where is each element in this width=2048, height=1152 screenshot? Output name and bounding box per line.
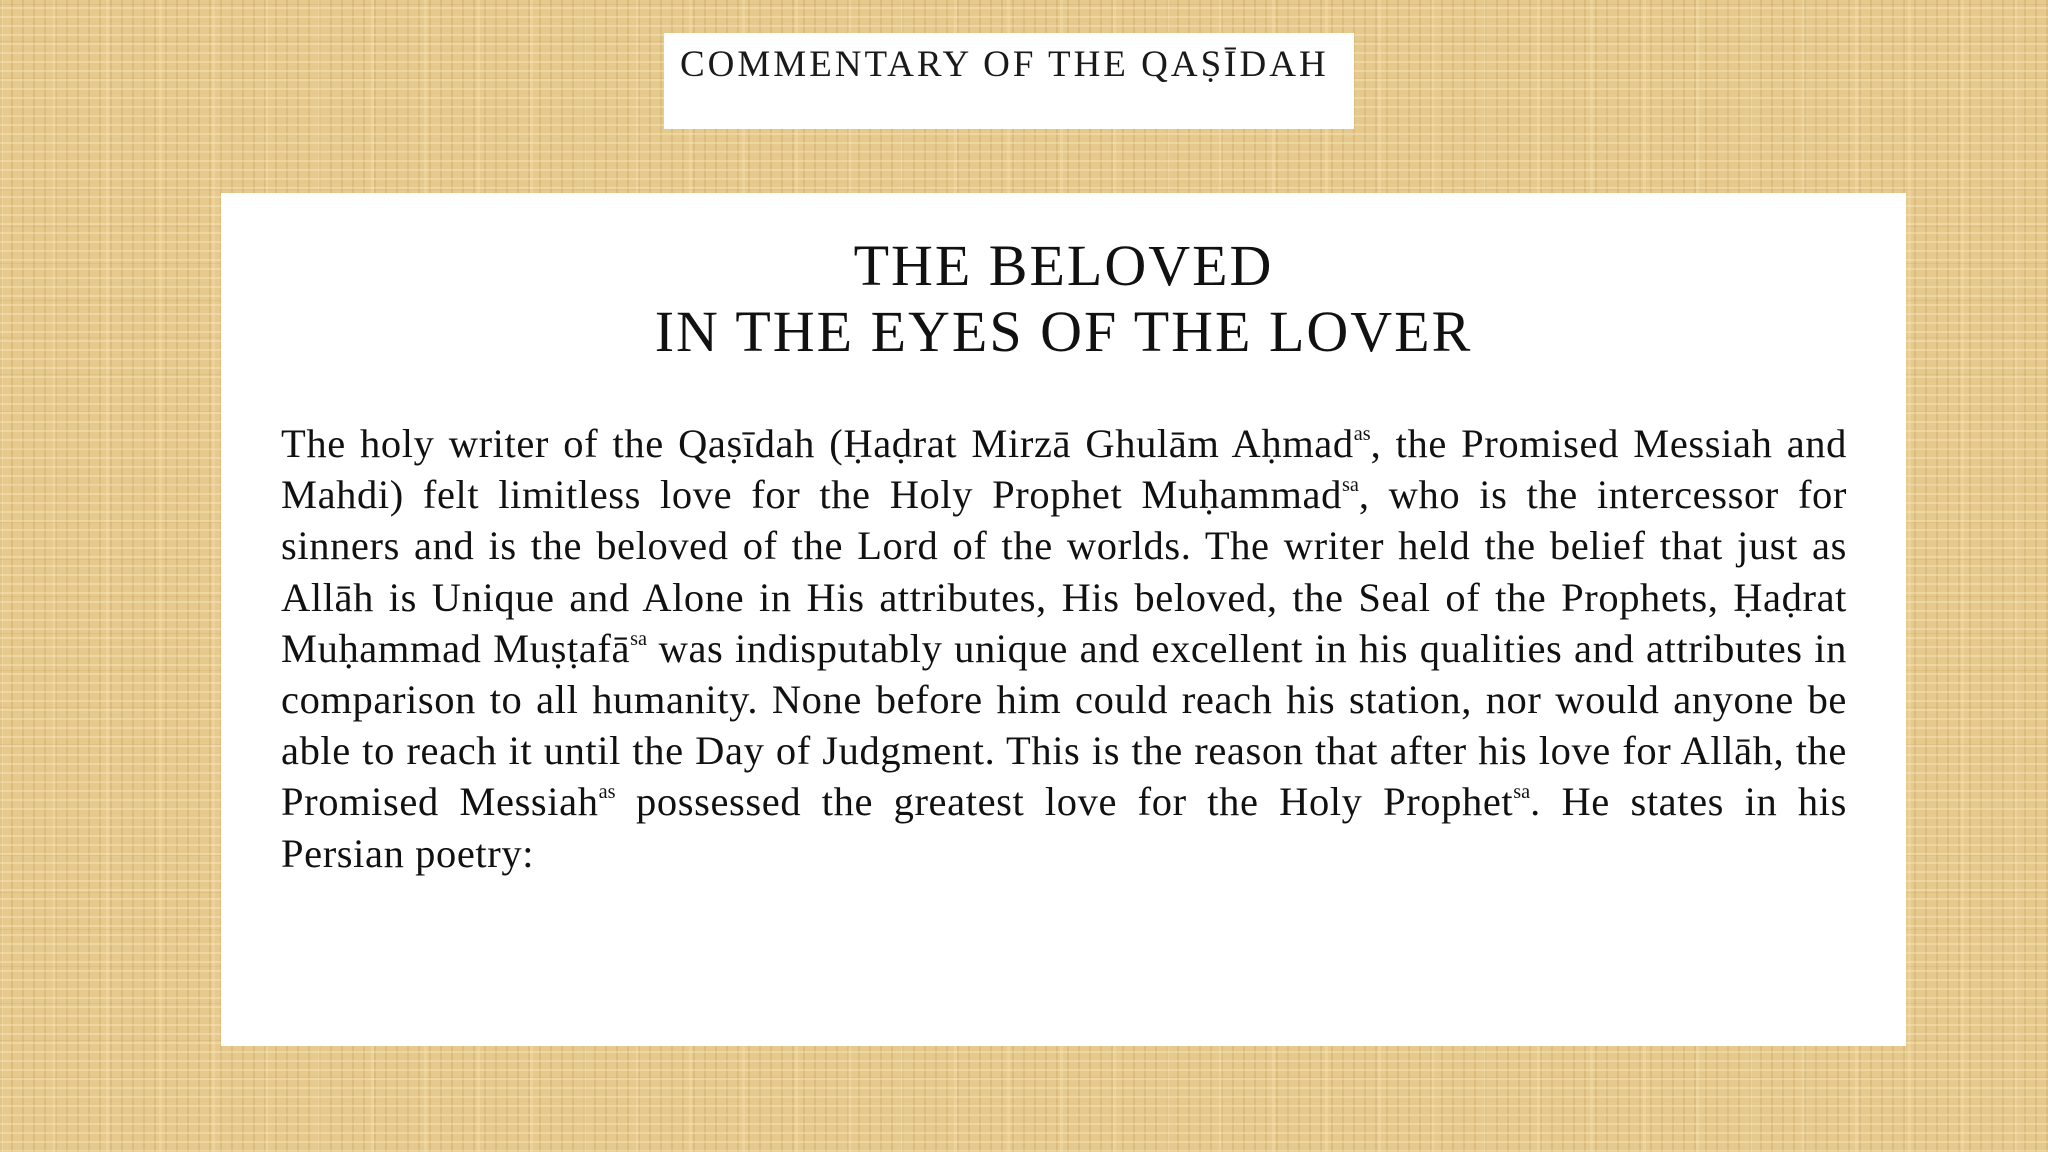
paragraph-text: The holy writer of the Qaṣīdah (Ḥaḍrat Mirzā Ghulām Aḥmad	[281, 421, 1354, 466]
chapter-heading-line-2: IN THE EYES OF THE LOVER	[654, 299, 1473, 364]
header-box	[664, 33, 1354, 129]
honorific-superscript: sa	[1341, 474, 1359, 496]
content-box	[221, 193, 1906, 1046]
chapter-heading	[221, 233, 1906, 365]
paragraph-text: , the Promised Messiah and Mahdi) felt limitless love for the Holy Prophet Muḥammad	[281, 421, 1847, 518]
paragraph-text: was indisputably unique and excellent in his qualities and attributes in comparison to all humanity. None before him could reach his station, nor would anyone be able to reach it until the Day of Judgment. This is the reason that after his love for Allāh, the Promised Messiah	[281, 625, 1847, 825]
honorific-superscript: as	[598, 781, 616, 804]
paragraph-text: . He states in his Persian poetry:	[281, 779, 1847, 876]
body-paragraph	[281, 418, 1847, 879]
paragraph-text: , who is the intercessor for sinners and is the beloved of the Lord of the worlds. The writer held the belief that just as Allāh is Unique and Alone in His attributes, His beloved, the Seal of the Prophets, Ḥaḍrat Muḥammad Muṣṭafā	[281, 472, 1847, 671]
paragraph-text: possessed the greatest love for the Holy Prophet	[615, 779, 1514, 825]
honorific-superscript: sa	[1513, 781, 1531, 804]
honorific-superscript: sa	[630, 627, 647, 650]
chapter-heading-line-1: THE BELOVED	[853, 233, 1274, 298]
honorific-superscript: as	[1353, 422, 1371, 445]
page-header-title: COMMENTARY OF THE QAṢĪDAH	[680, 44, 1329, 85]
